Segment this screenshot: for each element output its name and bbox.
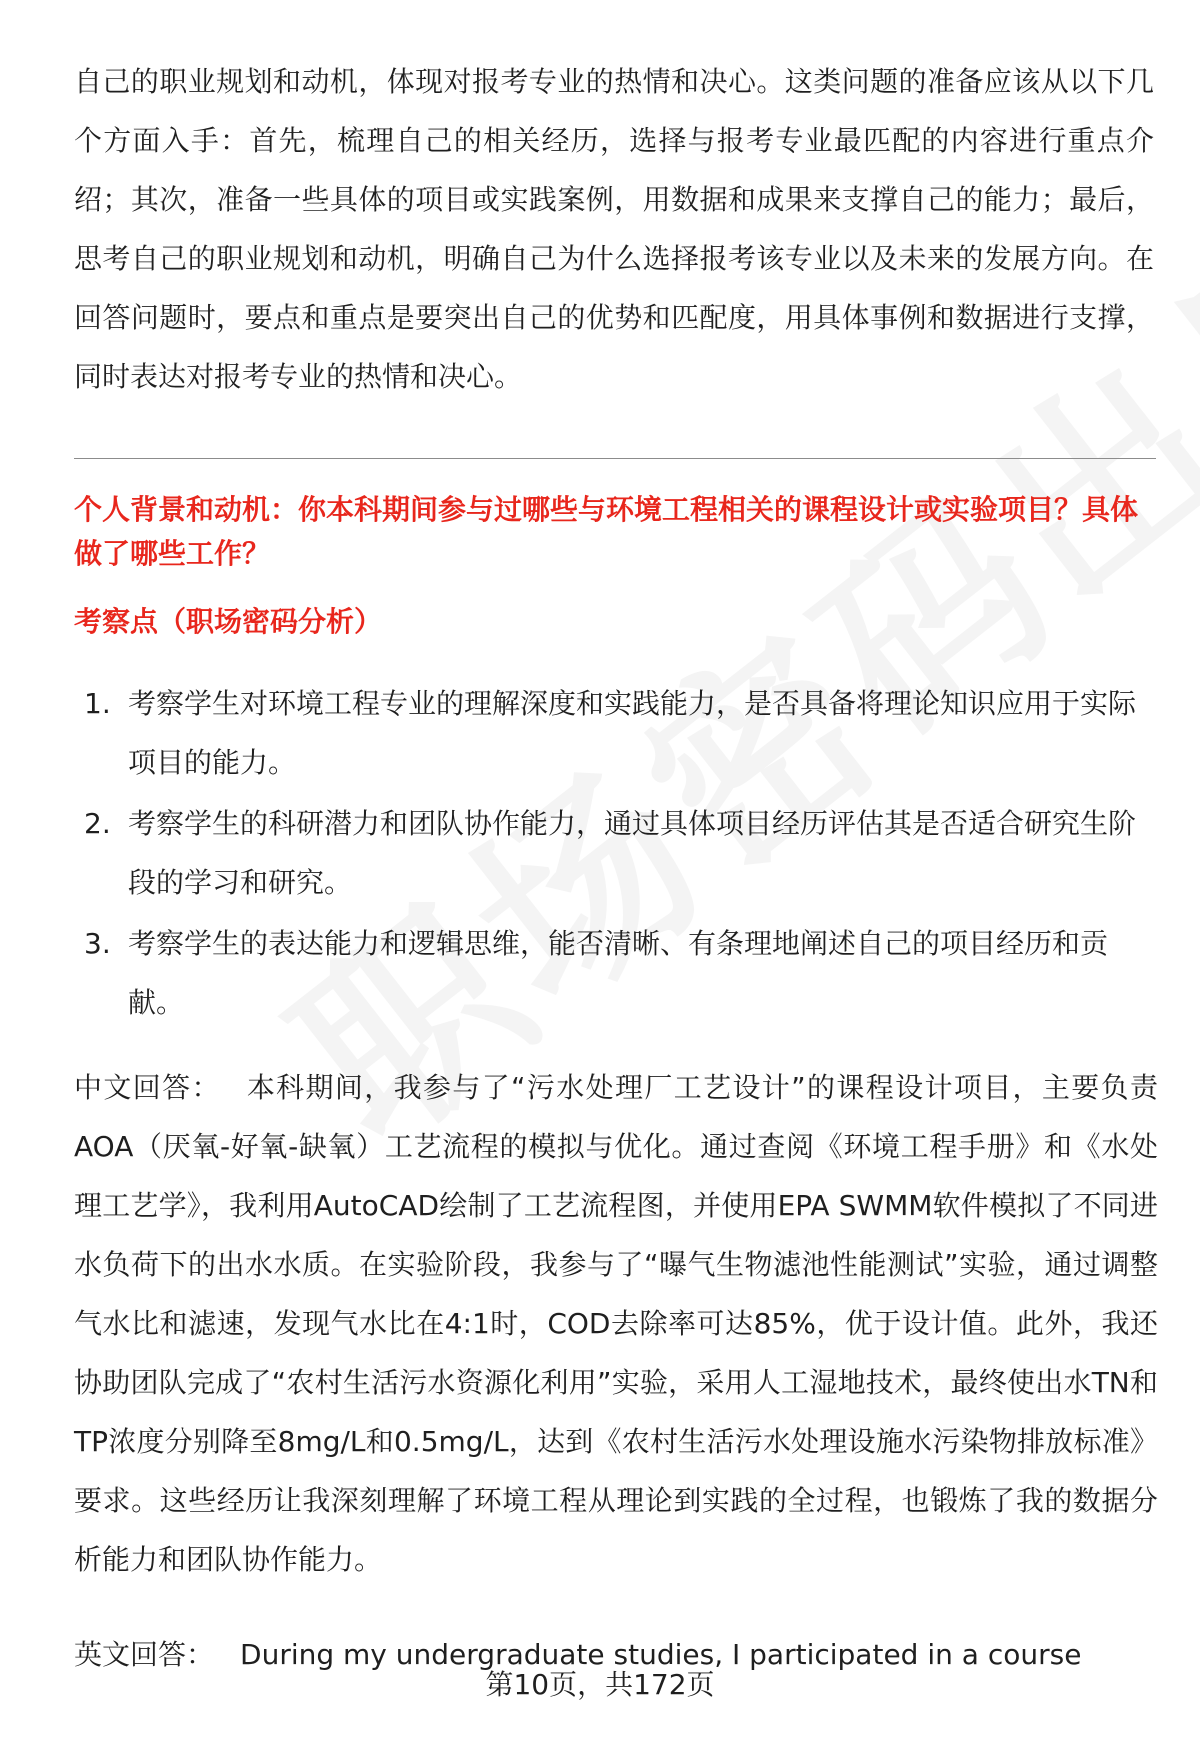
question-heading: 个人背景和动机：你本科期间参与过哪些与环境工程相关的课程设计或实验项目？具体做了哪些工作？ xyxy=(74,493,1139,570)
list-item-number: 3. xyxy=(84,927,111,960)
list-item-number: 1. xyxy=(84,687,111,720)
analysis-points-list xyxy=(74,674,1159,1034)
list-item-text: 考察学生的科研潜力和团队协作能力，通过具体项目经历评估其是否适合研究生阶段的学习和研究。 xyxy=(128,807,1137,899)
list-item xyxy=(74,914,1159,1032)
chinese-answer-label: 中文回答： xyxy=(74,1071,221,1104)
list-item xyxy=(74,674,1159,792)
intro-paragraph: 自己的职业规划和动机，体现对报考专业的热情和决心。这类问题的准备应该从以下几个方面入手：首先，梳理自己的相关经历，选择与报考专业最匹配的内容进行重点介绍；其次，准备一些具体的项目或实践案例，用数据和成果来支撑自己的能力；最后，思考自己的职业规划和动机，明确自己为什么选择报考该专业以及未来的发展方向。在回答问题时，要点和重点是要突出自己的优势和匹配度，用具体事例和数据进行支撑，同时表达对报考专业的热情和决心。 xyxy=(74,65,1154,393)
list-item-text: 考察学生对环境工程专业的理解深度和实践能力，是否具备将理论知识应用于实际项目的能力。 xyxy=(128,687,1137,779)
list-item xyxy=(74,794,1159,912)
list-item-number: 2. xyxy=(84,807,111,840)
chinese-answer-paragraph xyxy=(74,1058,1158,1589)
section-divider xyxy=(74,458,1156,459)
chinese-answer-text: 本科期间，我参与了“污水处理厂工艺设计”的课程设计项目，主要负责AOA（厌氧-好氧-缺氧）工艺流程的模拟与优化。通过查阅《环境工程手册》和《水处理工艺学》，我利用AutoCAD绘制了工艺流程图，并使用EPA SWMM软件模拟了不同进水负荷下的出水水质。在实验阶段，我参与了“曝气生物滤池性能测试”实验，通过调整气水比和滤速，发现气水比在4:1时，COD去除率可达85%，优于设计值。此外，我还协助团队完成了“农村生活污水资源化利用”实验，采用人工湿地技术，最终使出水TN和TP浓度分别降至8mg/L和0.5mg/L，达到《农村生活污水处理设施水污染物排放标准》要求。这些经历让我深刻理解了环境工程从理论到实践的全过程，也锻炼了我的数据分析能力和团队协作能力。 xyxy=(74,1071,1158,1576)
page-number-footer: 第10页，共172页 xyxy=(485,1668,715,1701)
analysis-heading: 考察点（职场密码分析） xyxy=(74,605,383,638)
english-answer-label: 英文回答： xyxy=(74,1638,215,1671)
list-item-text: 考察学生的表达能力和逻辑思维，能否清晰、有条理地阐述自己的项目经历和贡献。 xyxy=(128,927,1109,1019)
english-answer-text: During my undergraduate studies, I participated in a course xyxy=(240,1638,1082,1671)
